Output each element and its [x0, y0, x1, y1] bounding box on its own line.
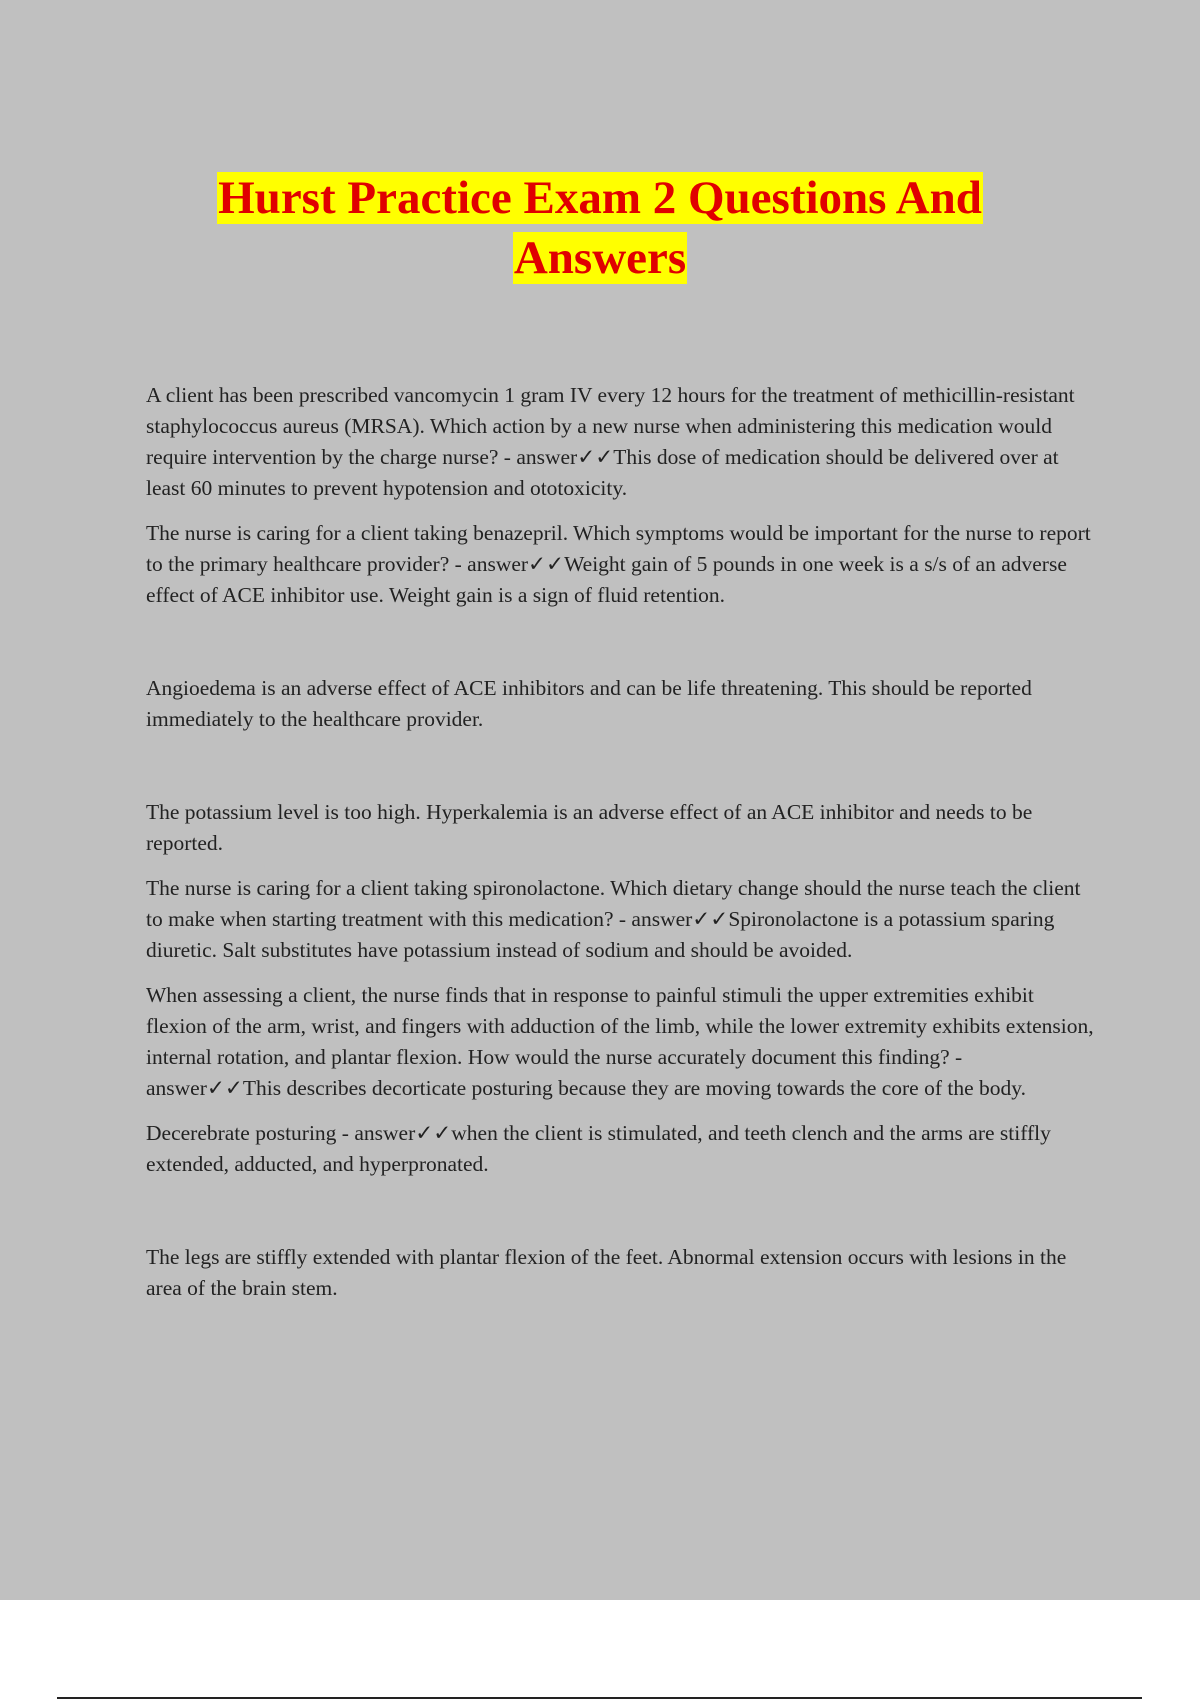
- paragraph-decerebrate: Decerebrate posturing - answer✓✓when the client is stimulated, and teeth clench and the arms are stiffly extended, adducted, and hyperpronated.: [146, 1121, 1051, 1176]
- footer-divider: [57, 1697, 1142, 1699]
- document-body: [146, 380, 1096, 1318]
- paragraph-vancomycin: A client has been prescribed vancomycin 1 gram IV every 12 hours for the treatment of methicillin-resistant staphylococcus aureus (MRSA). Which action by a new nurse when administering this medication would require intervention by the charge nurse? - answer✓✓This dose of medication should be delivered over at least 60 minutes to prevent hypotension and ototoxicity.: [146, 383, 1075, 500]
- paragraph-spironolactone: The nurse is caring for a client taking spironolactone. Which dietary change should the nurse teach the client to make when starting treatment with this medication? - answer✓✓Spironolactone is a potassium sparing diuretic. Salt substitutes have potassium instead of sodium and should be avoided.: [146, 876, 1081, 962]
- title-line-2: Answers: [513, 232, 687, 284]
- title-line-1: Hurst Practice Exam 2 Questions And: [218, 172, 982, 224]
- paragraph-potassium: The potassium level is too high. Hyperkalemia is an adverse effect of an ACE inhibitor and needs to be reported.: [146, 800, 1033, 855]
- paragraph-angioedema: Angioedema is an adverse effect of ACE inhibitors and can be life threatening. This should be reported immediately to the healthcare provider.: [146, 676, 1032, 731]
- paragraph-decorticate: When assessing a client, the nurse finds that in response to painful stimuli the upper extremities exhibit flexion of the arm, wrist, and fingers with adduction of the limb, while the lower extremity exhibits extension, internal rotation, and plantar flexion. How would the nurse accurately document this finding? - answer✓✓This describes decorticate posturing because they are moving towards the core of the body.: [146, 983, 1094, 1100]
- document-title: [0, 168, 1200, 288]
- paragraph-legs-extension: The legs are stiffly extended with plantar flexion of the feet. Abnormal extension occurs with lesions in the area of the brain stem.: [146, 1245, 1067, 1300]
- paragraph-benazepril: The nurse is caring for a client taking benazepril. Which symptoms would be important for the nurse to report to the primary healthcare provider? - answer✓✓Weight gain of 5 pounds in one week is a s/s of an adverse effect of ACE inhibitor use. Weight gain is a sign of fluid retention.: [146, 521, 1091, 607]
